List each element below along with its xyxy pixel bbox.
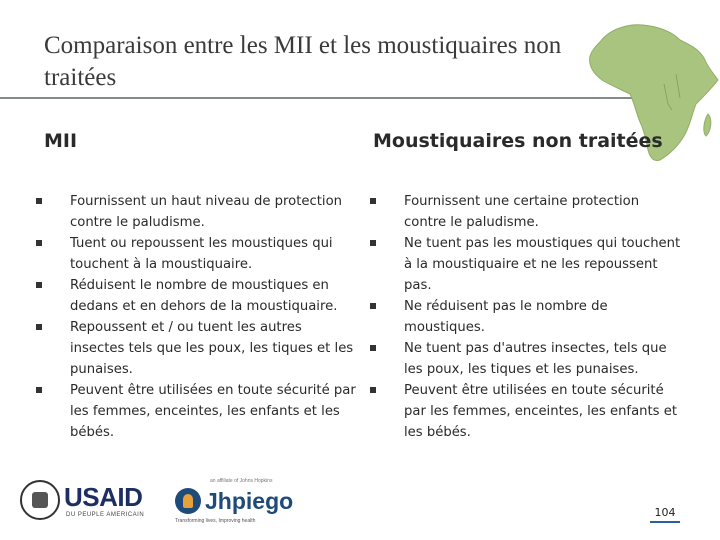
list-item: Peuvent être utilisées en toute sécurité par les femmes, enceintes, les enfants et les bébés. [36, 380, 356, 443]
mii-bullet-list [36, 191, 356, 443]
list-item: Ne tuent pas d'autres insectes, tels que les poux, les tiques et les punaises. [370, 338, 682, 380]
bullet-square-icon [36, 324, 42, 330]
list-item: Peuvent être utilisées en toute sécurité par les femmes, enceintes, les enfants et les bébés. [370, 380, 682, 443]
untreated-nets-bullet-list [370, 191, 682, 443]
partner-logos [20, 478, 294, 528]
jhpiego-affiliation: an affiliate of Johns Hopkins [210, 478, 273, 484]
bullet-square-icon [370, 240, 376, 246]
usaid-seal-icon [20, 480, 60, 520]
page-number: 104 [654, 506, 676, 519]
bullet-square-icon [36, 387, 42, 393]
bullet-square-icon [370, 387, 376, 393]
bullet-square-icon [370, 345, 376, 351]
list-item: Ne réduisent pas le nombre de moustiques. [370, 296, 682, 338]
bullet-square-icon [36, 240, 42, 246]
untreated-nets-column-heading: Moustiquaires non traitées [373, 130, 663, 152]
bullet-square-icon [370, 198, 376, 204]
usaid-tagline: DU PEUPLE AMERICAIN [66, 512, 145, 518]
usaid-logo: USAID [64, 482, 143, 512]
list-item: Réduisent le nombre de moustiques en dedans et en dehors de la moustiquaire. [36, 275, 356, 317]
list-item: Fournissent une certaine protection contre le paludisme. [370, 191, 682, 233]
mii-column-heading: MII [44, 130, 78, 152]
list-item: Repoussent et / ou tuent les autres insectes tels que les poux, les tiques et les punaises. [36, 317, 356, 380]
list-item: Ne tuent pas les moustiques qui touchent à la moustiquaire et ne les repoussent pas. [370, 233, 682, 296]
list-item: Tuent ou repoussent les moustiques qui touchent à la moustiquaire. [36, 233, 356, 275]
jhpiego-mark-icon [175, 488, 201, 514]
jhpiego-tagline: Transforming lives, Improving health [175, 518, 256, 524]
bullet-square-icon [36, 282, 42, 288]
bullet-square-icon [36, 198, 42, 204]
bullet-square-icon [370, 303, 376, 309]
page-number-underline [650, 521, 680, 523]
jhpiego-logo: Jhpiego [205, 488, 294, 514]
slide-title: Comparaison entre les MII et les moustiquaires non traitées [44, 32, 562, 91]
title-divider [0, 97, 680, 99]
list-item: Fournissent un haut niveau de protection contre le paludisme. [36, 191, 356, 233]
